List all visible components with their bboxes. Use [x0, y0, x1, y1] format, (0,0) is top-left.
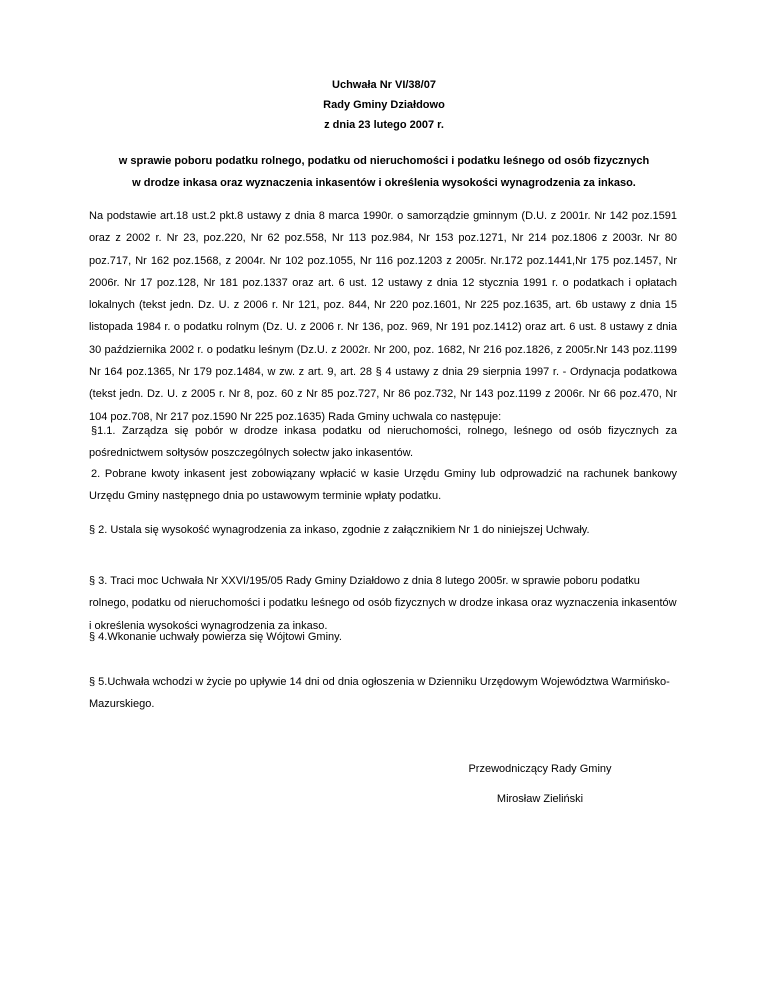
resolution-number: Uchwała Nr VI/38/07 — [332, 79, 436, 91]
paragraph-2: § 2. Ustala się wysokość wynagrodzenia za inkaso, zgodnie z załącznikiem Nr 1 do niniejszej Uchwały. — [89, 524, 590, 536]
subject-line-2: w drodze inkasa oraz wyznaczenia inkasentów i określenia wysokości wynagrodzenia za inkaso. — [132, 177, 636, 189]
legal-basis-paragraph: Na podstawie art.18 ust.2 pkt.8 ustawy z dnia 8 marca 1990r. o samorządzie gminnym (D.U. z 2001r. Nr 142 poz.1591 oraz z 2002 r. Nr 23, poz.220, Nr 62 poz.558, Nr 113 poz.984, Nr 153 poz.1271, Nr 214 poz.1806 z 2003r. Nr 80 poz.717, Nr 162 poz.1568, z 2004r. Nr 102 poz.1055, Nr 116 poz.1203 z 2005r. Nr.172 poz.1441,Nr 175 poz.1457, Nr 2006r. Nr 17 poz.128, Nr 181 poz.1337 oraz art. 6 ust. 12 ustawy z dnia 12 stycznia 1991 r. o podatkach i opłatach lokalnych (tekst jedn. Dz. U. z 2006 r. Nr 121, poz. 844, Nr 220 poz.1601, Nr 225 poz.1635, art. 6b ustawy z dnia 15 listopada 1984 r. o podatku rolnym (Dz. U. z 2006 r. Nr 136, poz. 969, Nr 191 poz.1412) oraz art. 6 ust. 8 ustawy z dnia 30 października 2002 r. o podatku leśnym (Dz.U. z 2002r. Nr 200, poz. 1682, Nr 216 poz.1826, z 2005r.Nr 143 poz.1199 Nr 164 poz.1365, Nr 179 poz.1484, w zw. z art. 9, art. 28 § 4 ustawy z dnia 29 sierpnia 1997 r. - Ordynacja podatkowa (tekst jedn. Dz. U. z 2005 r. Nr 8, poz. 60 z Nr 85 poz.727, Nr 86 poz.732, Nr 143 poz.1199 z 2006r. Nr 66 poz.470, Nr 104 poz.708, Nr 217 poz.1590 Nr 225 poz.1635) Rada Gminy uchwala co następuje: — [89, 210, 677, 423]
council-name: Rady Gminy Działdowo — [323, 99, 445, 111]
paragraph-4: § 4.Wkonanie uchwały powierza się Wójtowi Gminy. — [89, 631, 342, 643]
signature-name: Mirosław Zieliński — [496, 793, 584, 805]
signature-title: Przewodniczący Rady Gminy — [468, 763, 612, 775]
resolution-header — [0, 75, 768, 135]
paragraph-1-section-2: 2. Pobrane kwoty inkasent jest zobowiązany wpłacić w kasie Urzędu Gminy lub odprowadzić na rachunek bankowy Urzędu Gminy następnego dnia po ustawowym terminie wpłaty podatku. — [89, 468, 677, 502]
paragraph-3: § 3. Traci moc Uchwała Nr XXVI/195/05 Rady Gminy Działdowo z dnia 8 lutego 2005r. w sprawie poboru podatku rolnego, podatku od nieruchomości i podatku leśnego od osób fizycznych w drodze inkasa oraz wyznaczenia inkasentów i określenia wysokości wynagrodzenia za inkaso. — [89, 575, 677, 632]
resolution-date: z dnia 23 lutego 2007 r. — [324, 119, 444, 131]
paragraph-1 — [89, 421, 677, 507]
resolution-subject — [60, 150, 708, 194]
paragraph-1-section-1: §1.1. Zarządza się pobór w drodze inkasa podatku od nieruchomości, rolnego, leśnego od osób fizycznych za pośrednictwem sołtysów poszczególnych sołectw jako inkasentów. — [89, 425, 677, 459]
subject-line-1: w sprawie poboru podatku rolnego, podatku od nieruchomości i podatku leśnego od osób fizycznych — [118, 155, 650, 167]
paragraph-5: § 5.Uchwała wchodzi w życie po upływie 14 dni od dnia ogłoszenia w Dzienniku Urzędowym Województwa Warmińsko-Mazurskiego. — [89, 676, 670, 711]
